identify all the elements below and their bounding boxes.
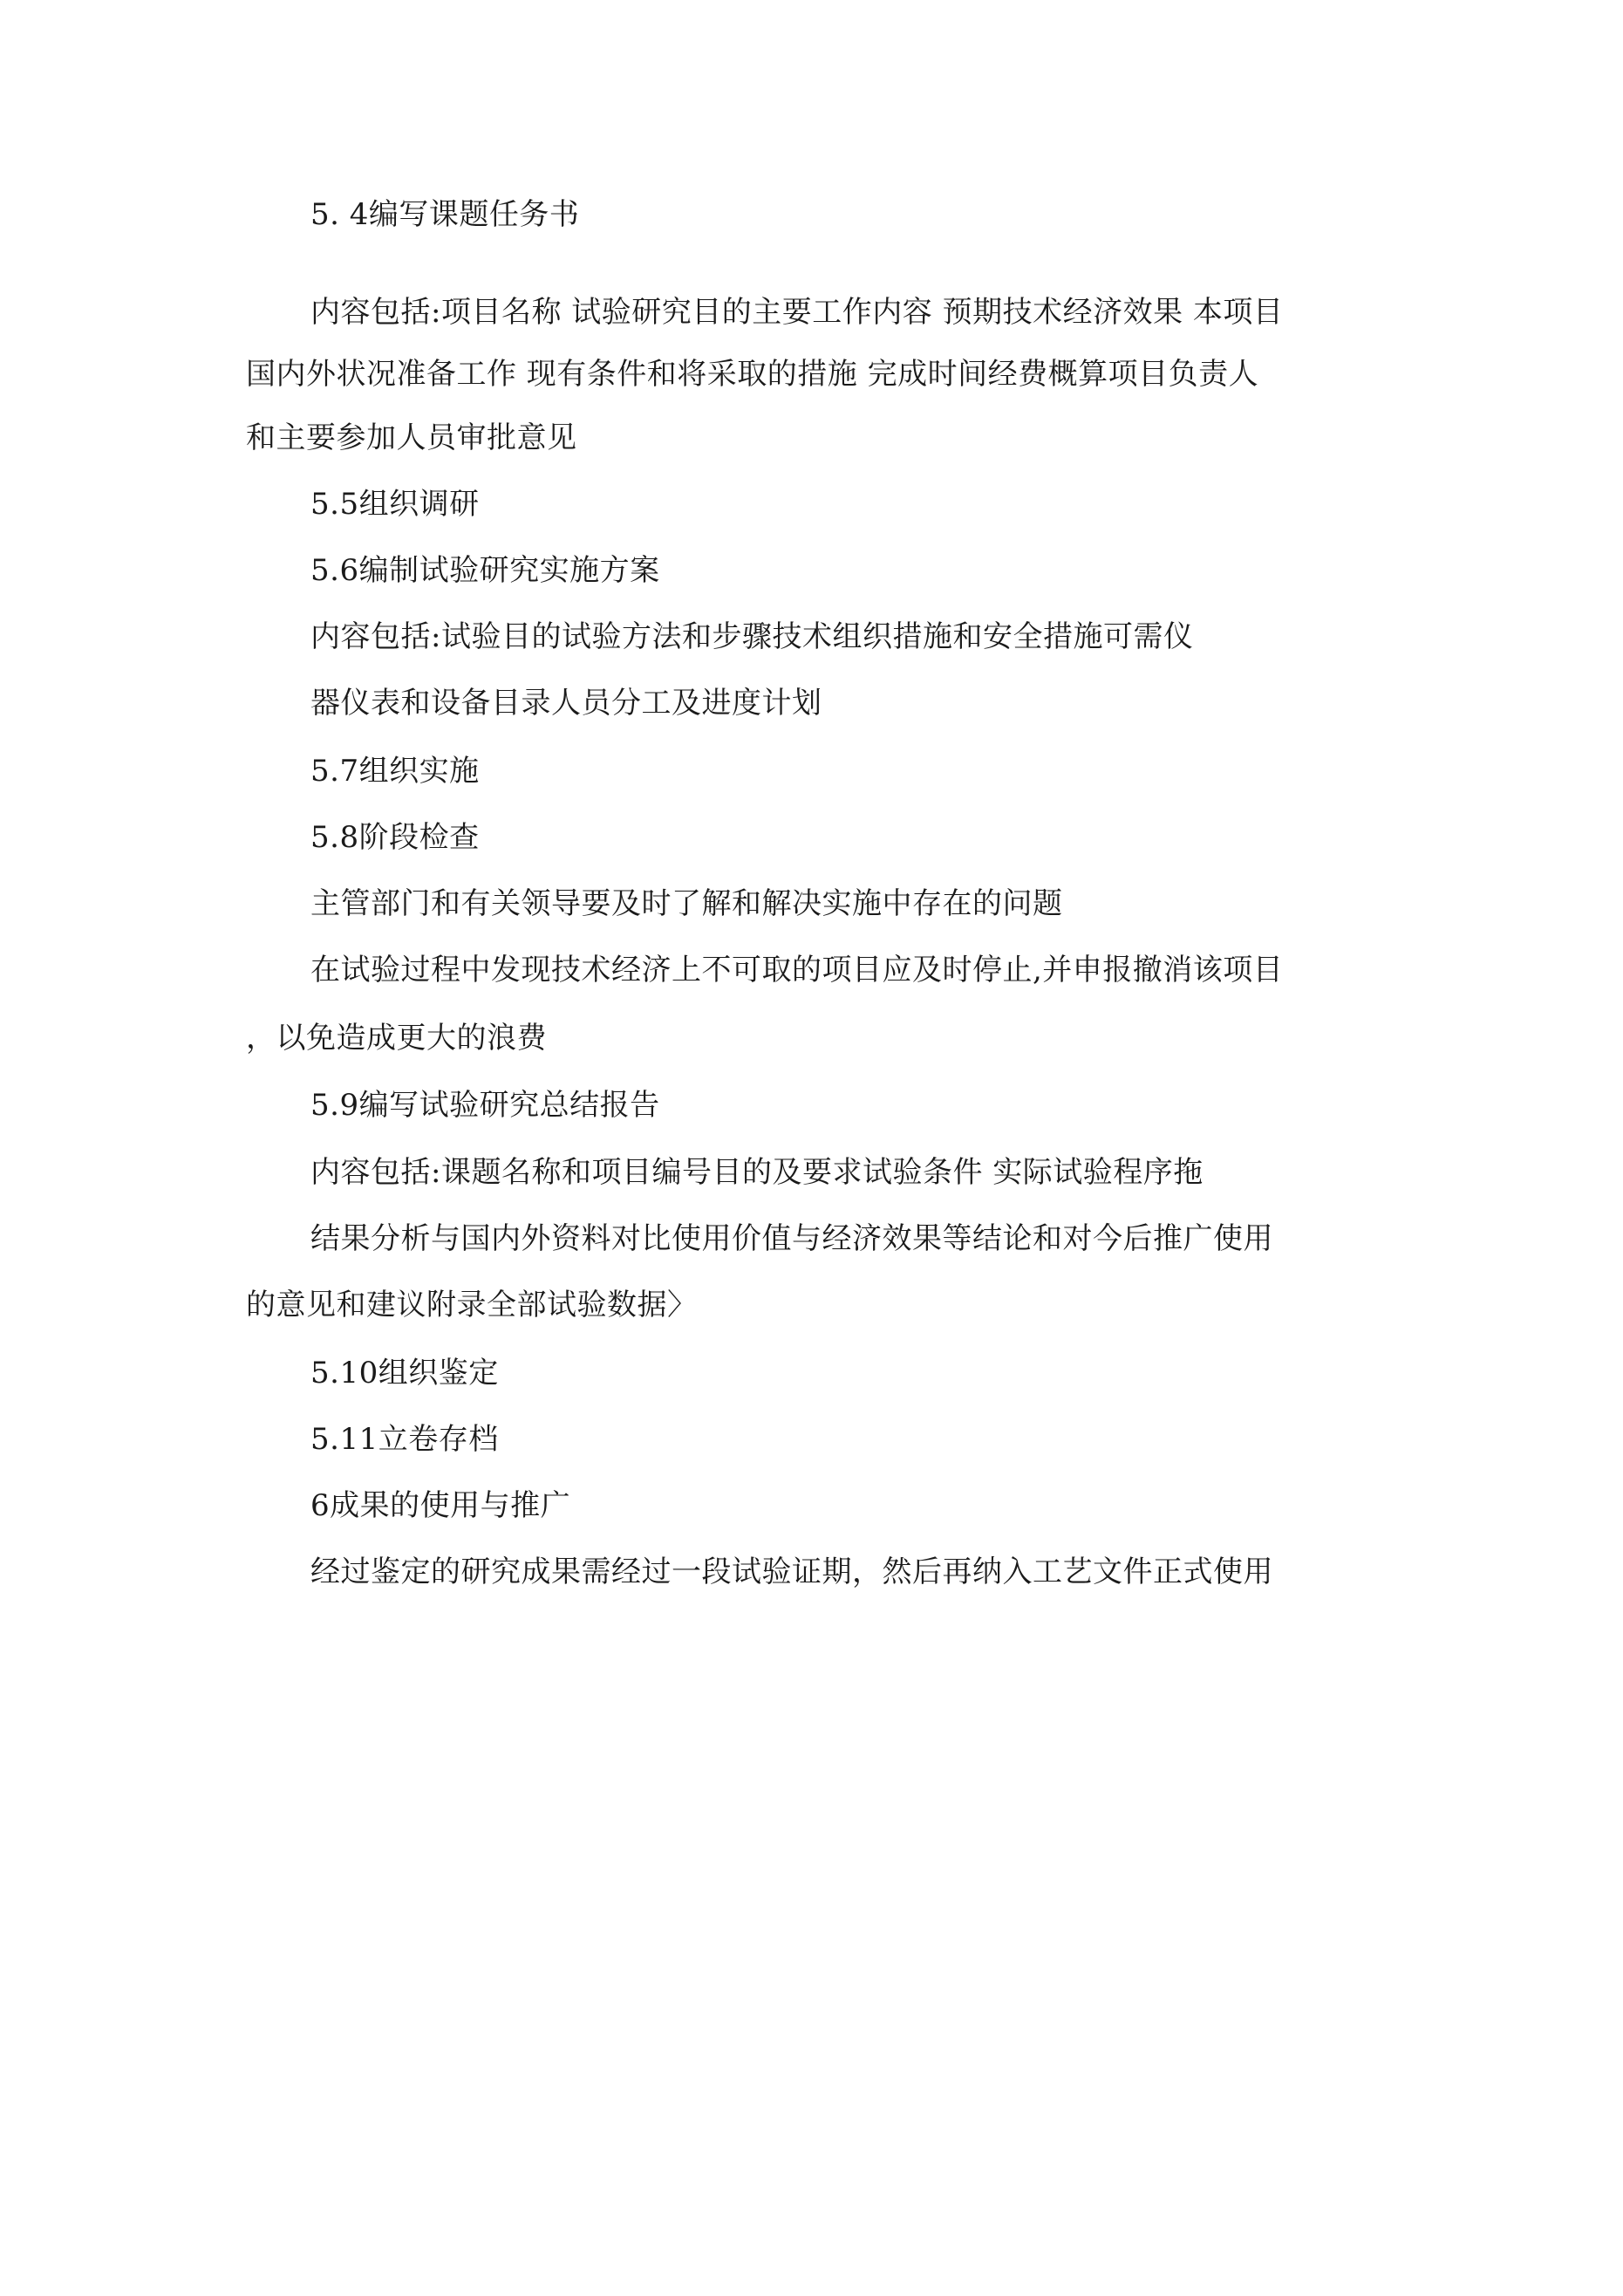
paragraph-line: 和主要参加人员审批意见 bbox=[246, 420, 577, 455]
paragraph-line: 内容包括:项目名称 试验研究目的主要工作内容 预期技术经济效果 本项目 bbox=[310, 295, 1284, 330]
section-heading-5-4: 5. 4编写课题任务书 bbox=[310, 197, 580, 232]
paragraph-line: 经过鉴定的研究成果需经过一段试验证期，然后再纳入工艺文件正式使用 bbox=[310, 1555, 1273, 1589]
section-heading-5-9: 5.9编写试验研究总结报告 bbox=[310, 1088, 660, 1123]
paragraph-line: 在试验过程中发现技术经济上不可取的项目应及时停止,并申报撤消该项目 bbox=[310, 953, 1284, 987]
paragraph-line: 结果分析与国内外资料对比使用价值与经济效果等结论和对今后推广使用 bbox=[310, 1221, 1273, 1256]
paragraph-line: 国内外状况准备工作 现有条件和将采取的措施 完成时间经费概算项目负责人 bbox=[246, 357, 1259, 392]
paragraph-line: 主管部门和有关领导要及时了解和解决实施中存在的问题 bbox=[310, 886, 1063, 921]
paragraph-line: ，以免造成更大的浪费 bbox=[246, 1021, 547, 1056]
section-heading-6: 6成果的使用与推广 bbox=[310, 1488, 571, 1523]
section-heading-5-7: 5.7组织实施 bbox=[310, 754, 480, 789]
section-heading-5-6: 5.6编制试验研究实施方案 bbox=[310, 553, 660, 588]
paragraph-line: 器仪表和设备目录人员分工及进度计划 bbox=[310, 686, 822, 721]
section-heading-5-10: 5.10组织鉴定 bbox=[310, 1356, 499, 1391]
section-heading-5-8: 5.8阶段检查 bbox=[310, 820, 480, 855]
paragraph-line: 内容包括:课题名称和项目编号目的及要求试验条件 实际试验程序拖 bbox=[310, 1155, 1204, 1190]
section-heading-5-11: 5.11立卷存档 bbox=[310, 1422, 499, 1457]
section-heading-5-5: 5.5组织调研 bbox=[310, 487, 480, 522]
paragraph-line: 的意见和建议附录全部试验数据〉 bbox=[246, 1288, 698, 1322]
paragraph-line: 内容包括:试验目的试验方法和步骤技术组织措施和安全措施可需仪 bbox=[310, 619, 1194, 654]
